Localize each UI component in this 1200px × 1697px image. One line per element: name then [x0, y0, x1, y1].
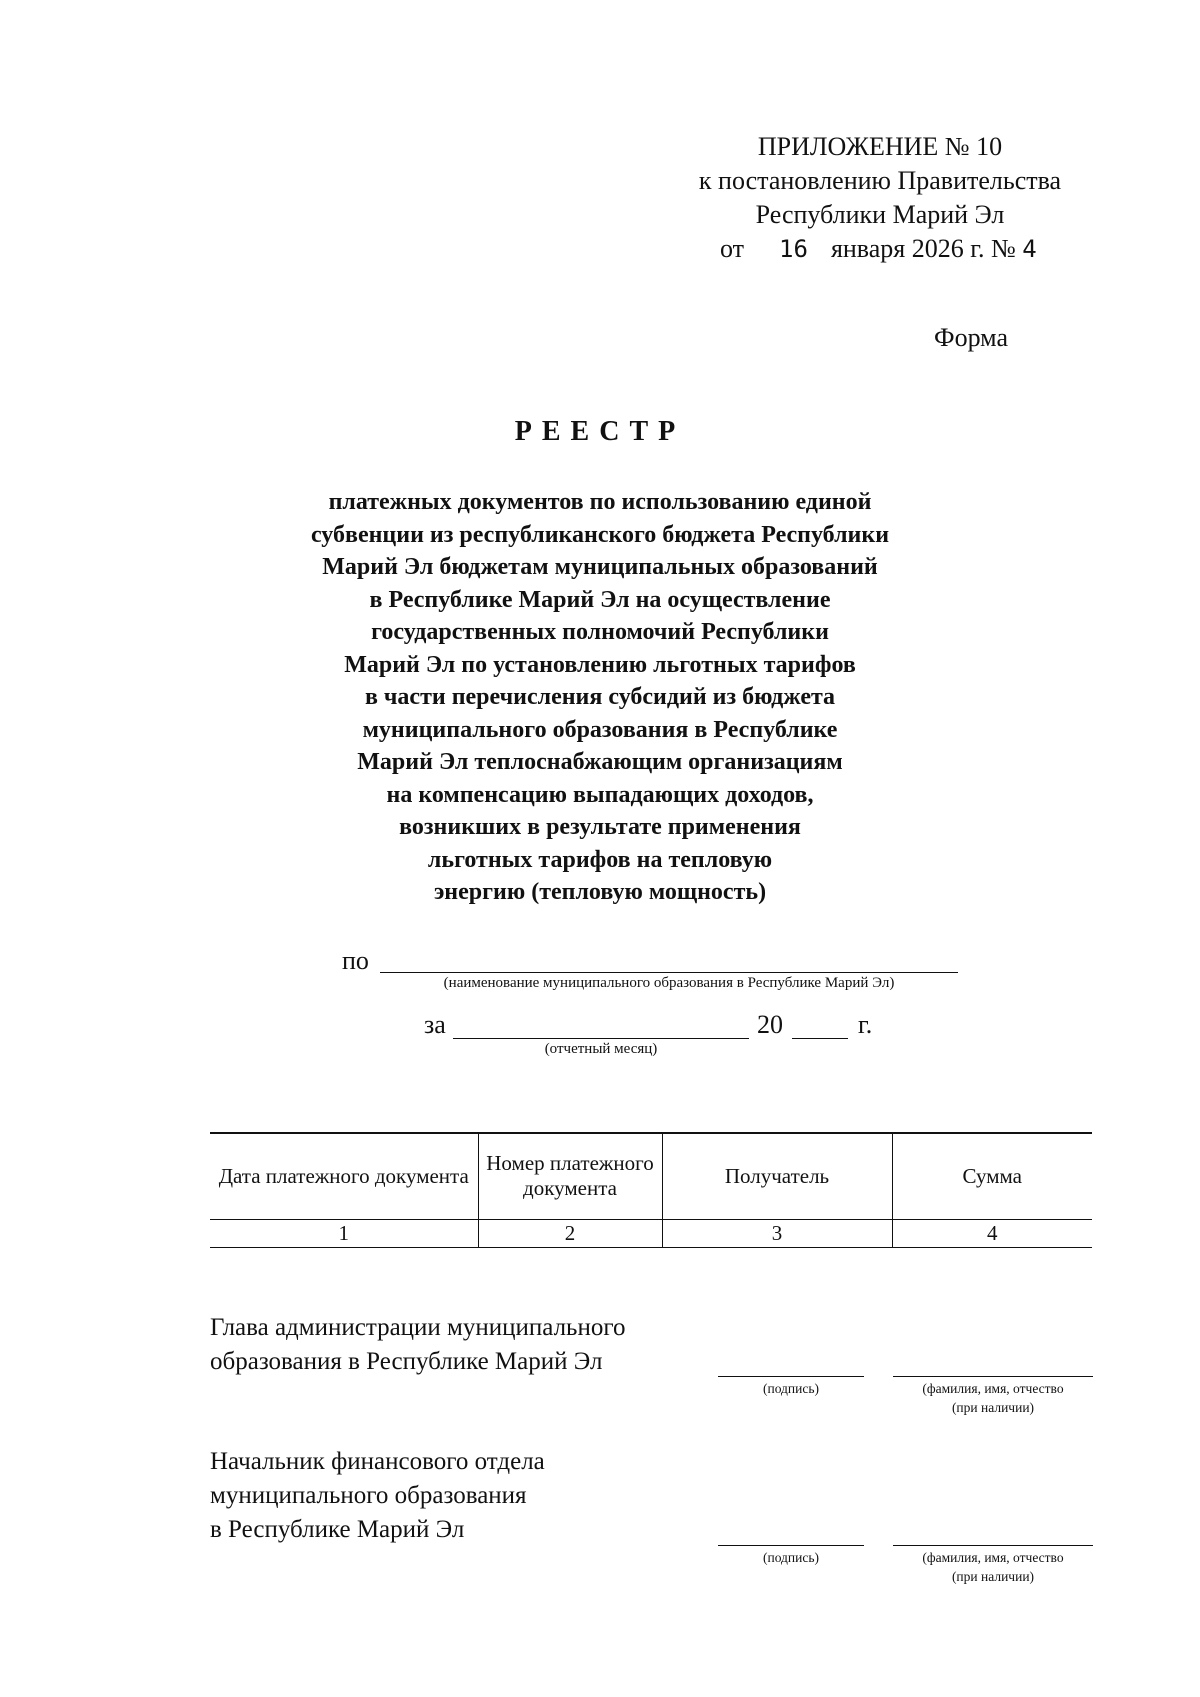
subtitle-line: в Республике Марий Эл на осуществление — [369, 586, 831, 613]
col-header-recipient: Получатель — [662, 1133, 892, 1219]
date-rest: января 2026 г. № — [830, 234, 1016, 263]
za-prefix: за — [424, 1010, 446, 1039]
full-name-hint-line: (фамилия, имя, отчество — [922, 1550, 1064, 1565]
subtitle-line: в части перечисления субсидий из бюджета — [364, 684, 836, 710]
table-number-row — [210, 1219, 1092, 1247]
col-number: 1 — [210, 1219, 478, 1247]
subtitle-line: на компенсацию выпадающих доходов, — [386, 781, 814, 808]
full-name-hint-line: (при наличии) — [951, 1569, 1035, 1584]
full-name-hint — [893, 1548, 1093, 1586]
full-name-hint — [893, 1379, 1093, 1417]
month-hint: (отчетный месяц) — [544, 1041, 658, 1057]
col-number: 3 — [662, 1219, 892, 1247]
full-name-hint-line: (при наличии) — [951, 1400, 1035, 1415]
subtitle-line: Марий Эл теплоснабжающим организациям — [357, 749, 843, 775]
signatory-line: в Республике Марий Эл — [210, 1516, 465, 1543]
full-name-hint-line: (фамилия, имя, отчество — [922, 1381, 1064, 1396]
po-prefix: по — [342, 946, 369, 975]
subtitle-line: платежных документов по использованию единой — [328, 489, 872, 515]
republic-label: Республики Марий Эл — [755, 200, 1005, 229]
month-fill-line[interactable] — [453, 1038, 749, 1039]
col-header-date: Дата платежного документа — [210, 1133, 478, 1219]
resolution-label: к постановлению Правительства — [698, 166, 1062, 195]
full-name-line[interactable] — [893, 1376, 1093, 1377]
year-fill-line[interactable] — [792, 1038, 848, 1039]
doc-number: 4 — [1022, 235, 1037, 263]
signatory-line: Начальник финансового отдела — [210, 1448, 545, 1475]
year-prefix: 20 — [757, 1010, 783, 1039]
year-suffix: г. — [858, 1010, 873, 1039]
date-day: 16 — [779, 235, 808, 263]
resolution-date — [720, 234, 1037, 264]
signature-hint: (подпись) — [762, 1550, 820, 1565]
signatory-line: муниципального образования — [210, 1482, 527, 1509]
subtitle-line: государственных полномочий Республики — [371, 619, 829, 645]
signature-line[interactable] — [718, 1376, 864, 1377]
document-subtitle — [250, 486, 950, 909]
signatory-line: образования в Республике Марий Эл — [210, 1348, 603, 1375]
appendix-label: ПРИЛОЖЕНИЕ № 10 — [757, 132, 1003, 161]
subtitle-line: Марий Эл бюджетам муниципальных образований — [322, 554, 878, 580]
subtitle-line: Марий Эл по установлению льготных тарифов — [344, 651, 856, 678]
municipality-hint: (наименование муниципального образования в Республике Марий Эл) — [443, 975, 895, 991]
municipality-fill-line[interactable] — [380, 972, 958, 973]
col-header-amount: Сумма — [892, 1133, 1092, 1219]
col-number: 2 — [478, 1219, 662, 1247]
subtitle-line: муниципального образования в Республике — [362, 716, 838, 743]
date-prefix: от — [720, 234, 745, 263]
form-label: Форма — [934, 323, 1008, 352]
signatory-line: Глава администрации муниципального — [210, 1314, 626, 1341]
subtitle-line: возникших в результате применения — [399, 814, 801, 840]
signatory-head-title — [210, 1311, 625, 1379]
full-name-line[interactable] — [893, 1545, 1093, 1546]
subtitle-line: субвенции из республиканского бюджета Республики — [310, 521, 890, 548]
signature-line[interactable] — [718, 1545, 864, 1546]
registry-table — [210, 1132, 1092, 1248]
document-title: РЕЕСТР — [514, 416, 686, 447]
col-header-number: Номер платежного документа — [478, 1133, 662, 1219]
subtitle-line: энергию (тепловую мощность) — [433, 879, 767, 905]
signatory-finance-title — [210, 1445, 545, 1547]
table-header-row — [210, 1133, 1092, 1219]
signature-hint: (подпись) — [762, 1381, 820, 1396]
subtitle-line: льготных тарифов на тепловую — [427, 846, 773, 873]
col-number: 4 — [892, 1219, 1092, 1247]
